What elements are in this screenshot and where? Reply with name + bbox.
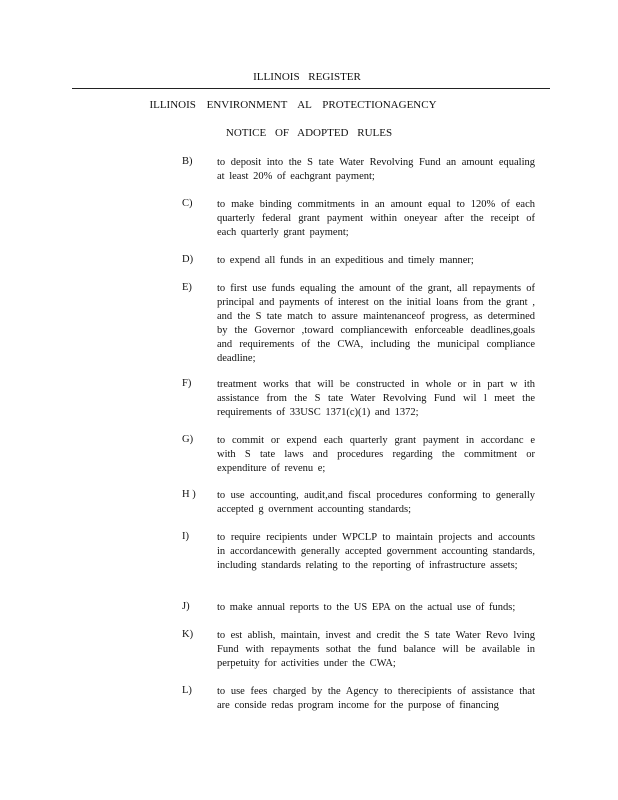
item-letter: G)	[182, 434, 194, 445]
item-letter: E)	[182, 282, 192, 293]
item-text: to commit or expend each quarterly grant payment in accordanc e with S tate laws and procedures regarding the commitment or expenditure of revenu e;	[217, 435, 535, 474]
item-letter: L)	[182, 685, 192, 696]
item-letter: C)	[182, 198, 193, 209]
agency-name: ILLINOIS ENVIRONMENT AL PROTECTIONAGENCY	[149, 99, 437, 111]
item-text: to use fees charged by the Agency to therecipients of assistance that are conside redas program income for the purpose of financing	[217, 686, 535, 711]
item-letter: K)	[182, 629, 194, 640]
item-text: to require recipients under WPCLP to maintain projects and accounts in accordancewith generally accepted government accounting standards, including standards relating to the reporting of infrastructure assets;	[217, 532, 535, 571]
item-letter: B)	[182, 156, 193, 167]
item-text: to make annual reports to the US EPA on the actual use of funds;	[217, 602, 516, 613]
item-letter: H )	[182, 489, 196, 500]
item-letter: F)	[182, 378, 192, 389]
item-text: to est ablish, maintain, invest and credit the S tate Water Revo lving Fund with repayments sothat the fund balance will be available in perpetuity for activities under the CWA;	[217, 630, 535, 669]
item-text: to make binding commitments in an amount equal to 120% of each quarterly federal grant payment within oneyear after the receipt of each quarterly grant payment;	[217, 199, 535, 238]
item-text: to deposit into the S tate Water Revolving Fund an amount equaling at least 20% of eachgrant payment;	[217, 157, 535, 182]
item-text: to use accounting, audit,and fiscal procedures conforming to generally accepted g overnment accounting standards;	[217, 490, 535, 515]
item-letter: J)	[182, 601, 190, 612]
header-divider	[72, 88, 550, 89]
notice-title: NOTICE OF ADOPTED RULES	[225, 127, 393, 139]
item-letter: D)	[182, 254, 194, 265]
item-text: to first use funds equaling the amount of the grant, all repayments of principal and payments of interest on the initial loans from the grant , and the S tate match to assure maintenanceof progress, as determined by the Governor ,toward compliancewith enforceable deadlines,goals and requirements of the CWA, including the municipal compliance deadline;	[217, 283, 535, 364]
item-text: treatment works that will be constructed in whole or in part w ith assistance from the S tate Water Revolving Fund wil l meet the requirements of 33USC 1371(c)(1) and 1372;	[217, 379, 535, 418]
item-text: to expend all funds in an expeditious and timely manner;	[217, 255, 474, 266]
register-title: ILLINOIS REGISTER	[253, 71, 361, 83]
item-letter: I)	[182, 531, 189, 542]
